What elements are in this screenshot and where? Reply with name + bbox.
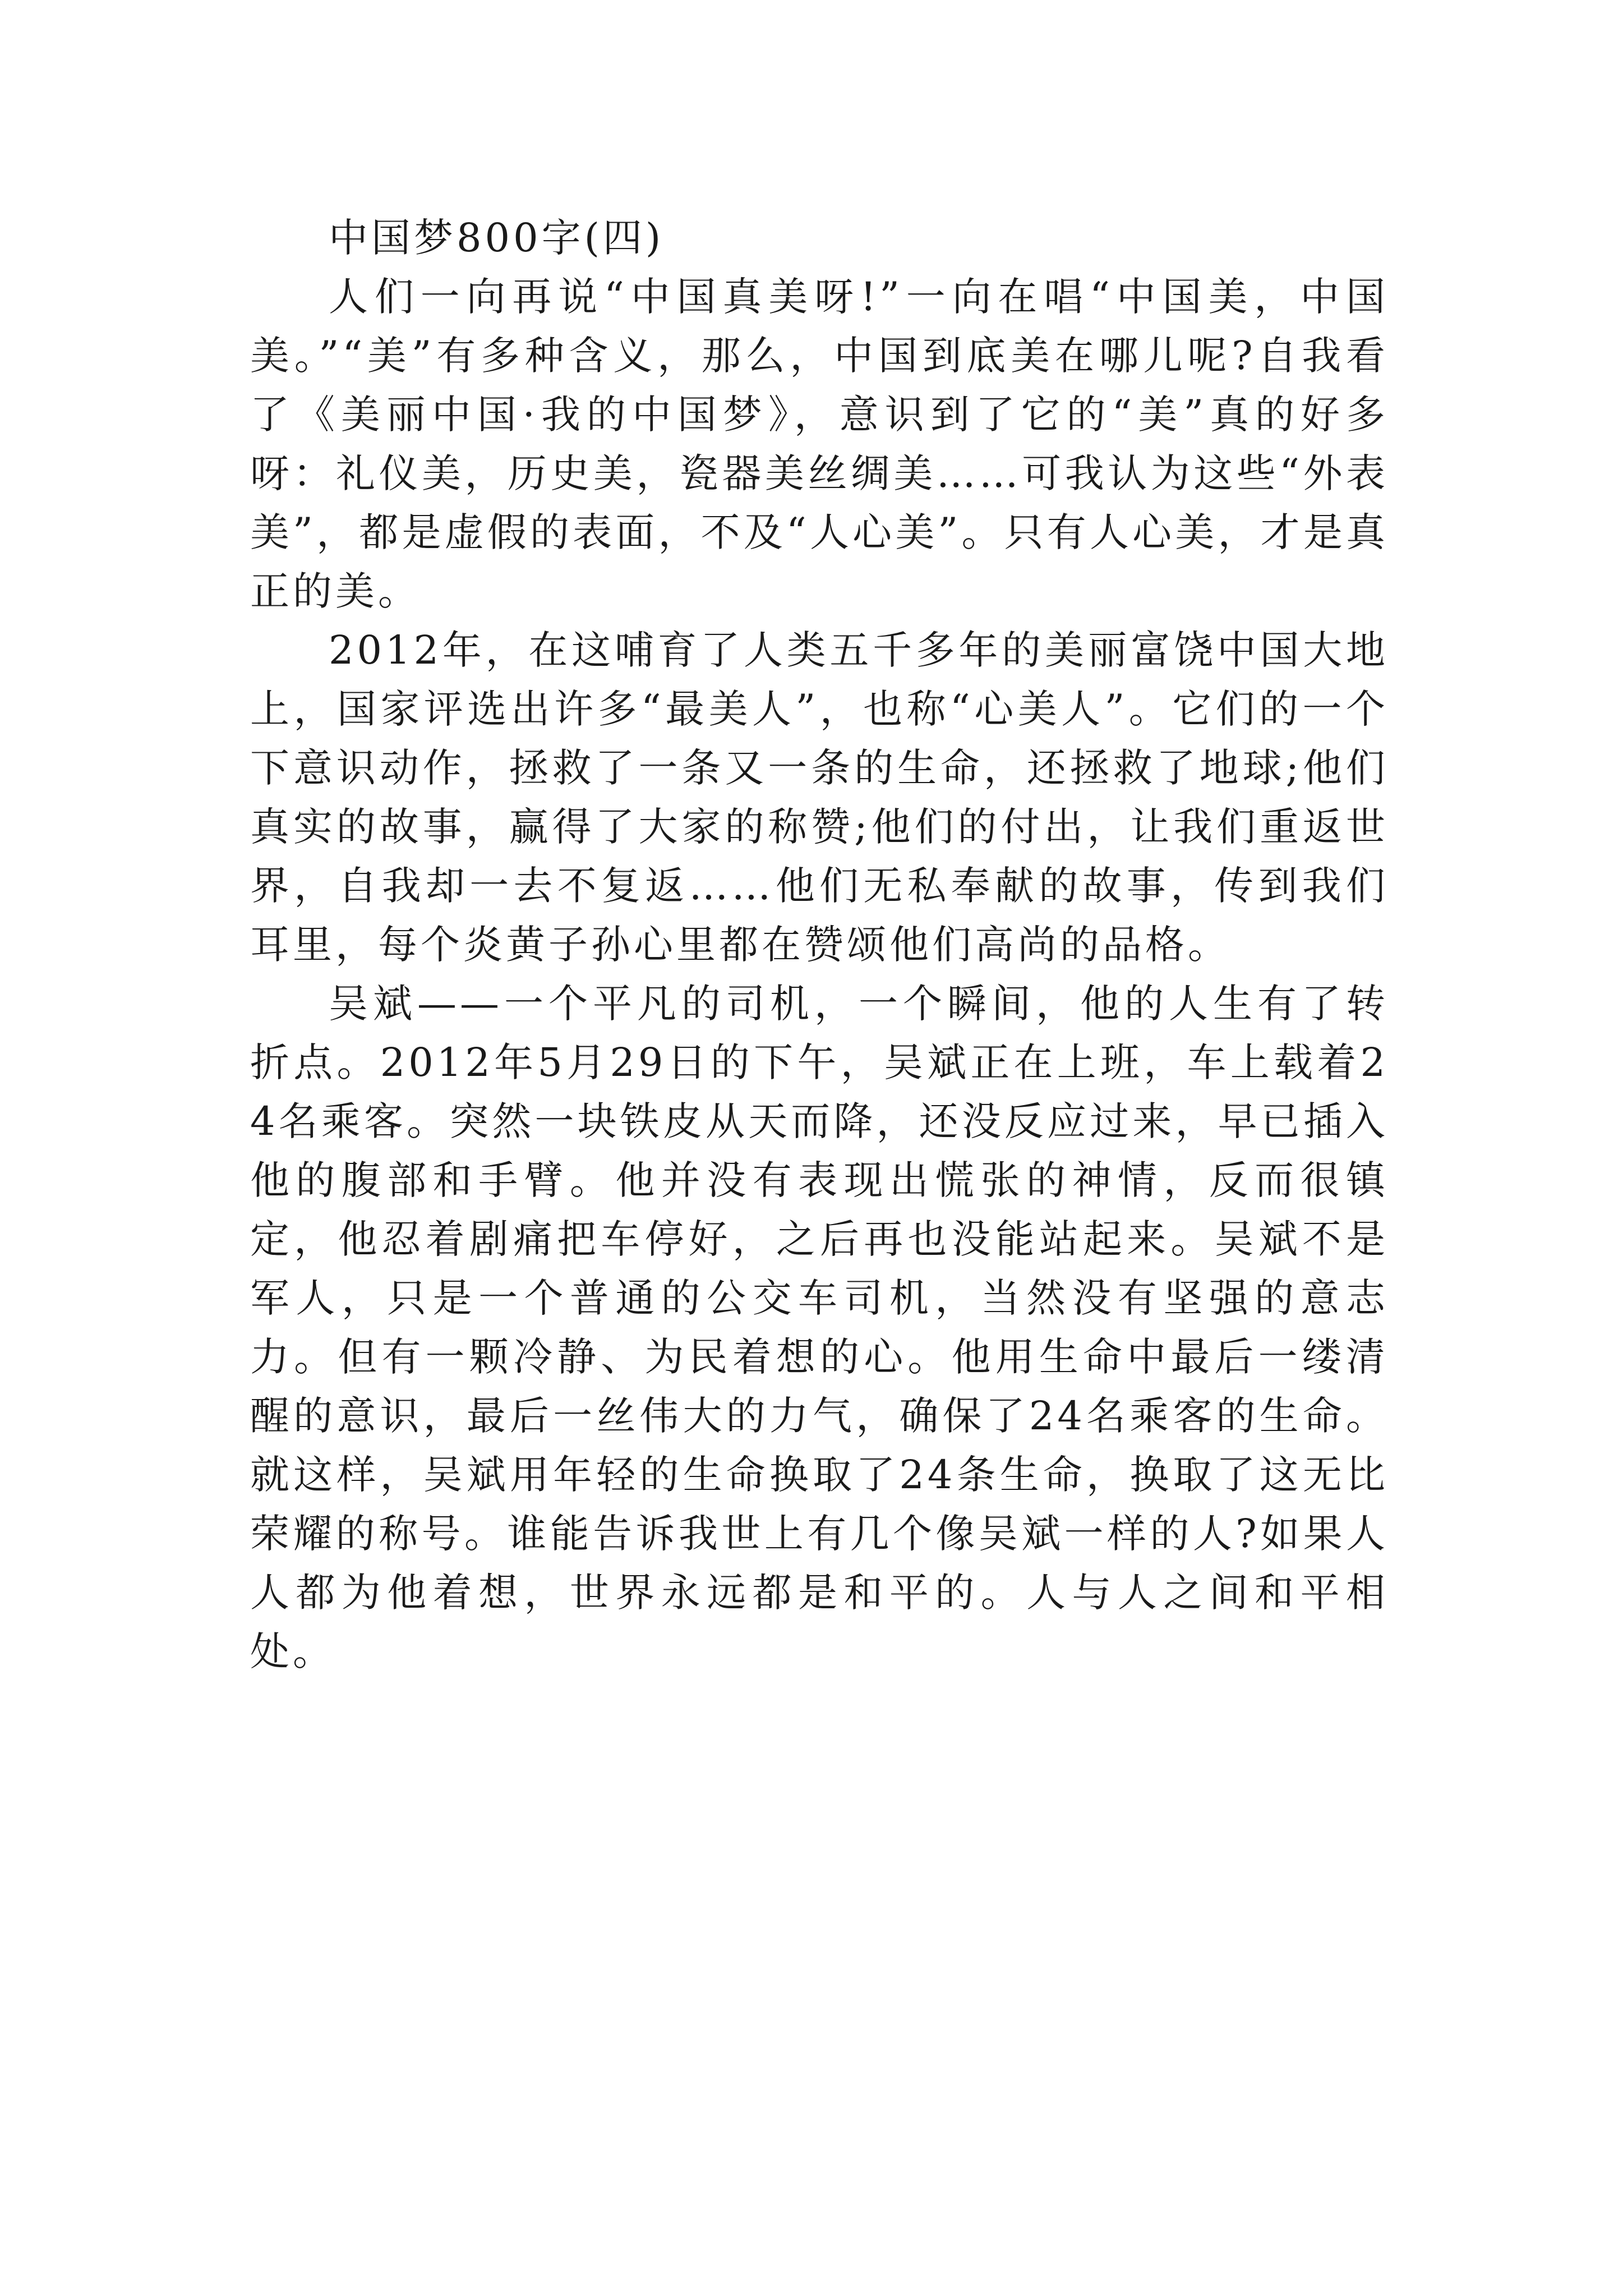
paragraph-3: 吴斌——一个平凡的司机，一个瞬间，他的人生有了转折点。2012年5月29日的下午，吴斌正在上班，车上载着24名乘客。突然一块铁皮从天而降，还没反应过来，早已插入他的腹部和手臂。他并没有表现出慌张的神情，反而很镇定，他忍着剧痛把车停好，之后再也没能站起来。吴斌不是军人，只是一个普通的公交车司机，当然没有坚强的意志力。但有一颗冷静、为民着想的心。他用生命中最后一缕清醒的意识，最后一丝伟大的力气，确保了24名乘客的生命。就这样，吴斌用年轻的生命换取了24条生命，换取了这无比荣耀的称号。谁能告诉我世上有几个像吴斌一样的人?如果人人都为他着想，世界永远都是和平的。人与人之间和平相处。	[250, 981, 1389, 1674]
paragraph-2: 2012年，在这哺育了人类五千多年的美丽富饶中国大地上，国家评选出许多“最美人”，也称“心美人”。它们的一个下意识动作，拯救了一条又一条的生命，还拯救了地球;他们真实的故事，赢得了大家的称赞;他们的付出，让我们重返世界，自我却一去不复返……他们无私奉献的故事，传到我们耳里，每个炎黄子孙心里都在赞颂他们高尚的品格。	[250, 627, 1389, 968]
paragraph-1: 人们一向再说“中国真美呀!”一向在唱“中国美，中国美。”“美”有多种含义，那么，中国到底美在哪儿呢?自我看了《美丽中国·我的中国梦》，意识到了它的“美”真的好多呀：礼仪美，历史美，瓷器美丝绸美……可我认为这些“外表美”，都是虚假的表面，不及“人心美”。只有人心美，才是真正的美。	[250, 274, 1389, 614]
document-title: 中国梦800字(四)	[329, 215, 665, 261]
document-body	[250, 209, 1389, 1681]
